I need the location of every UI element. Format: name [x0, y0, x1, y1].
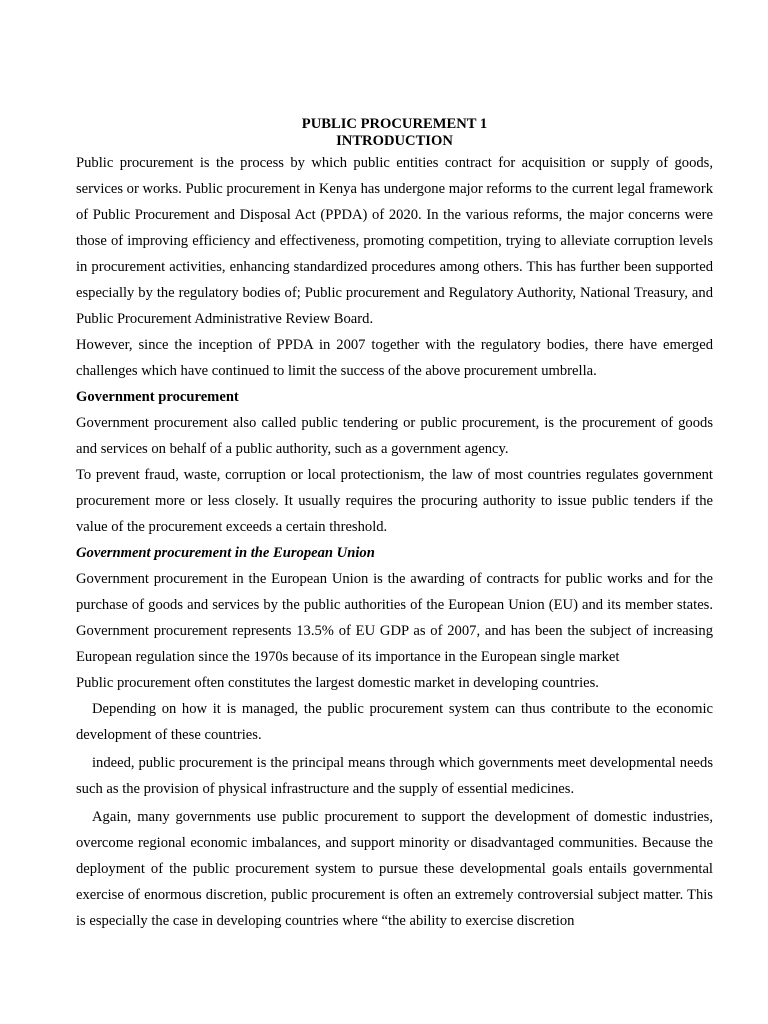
paragraph-ppda-challenges: However, since the inception of PPDA in 2007 together with the regulatory bodies, there have emerged challenges which have continued to limit the success of the above procurement umbrella.	[76, 337, 713, 379]
section-heading-eu-procurement: Government procurement in the European Union	[76, 545, 375, 561]
document-page	[76, 116, 713, 934]
document-header: PUBLIC PROCUREMENT 1	[301, 116, 488, 132]
paragraph-government-procurement-definition: Government procurement also called public tendering or public procurement, is the procurement of goods and services on behalf of a public authority, such as a government agency.	[76, 415, 713, 457]
paragraph-intro: Public procurement is the process by which public entities contract for acquisition or supply of goods, services or works. Public procurement in Kenya has undergone major reforms to the current legal framework of Public Procurement and Disposal Act (PPDA) of 2020. In the various reforms, the major concerns were those of improving efficiency and effectiveness, promoting competition, trying to alleviate corruption levels in procurement activities, enhancing standardized procedures among others. This has further been supported especially by the regulatory bodies of; Public procurement and Regulatory Authority, National Treasury, and Public Procurement Administrative Review Board.	[76, 155, 713, 327]
paragraph-economic-development: Depending on how it is managed, the public procurement system can thus contribute to the economic development of these countries.	[76, 701, 713, 743]
paragraph-government-procurement-regulation: To prevent fraud, waste, corruption or local protectionism, the law of most countries regulates government procurement more or less closely. It usually requires the procuring authority to issue public tenders if the value of the procurement exceeds a certain threshold.	[76, 467, 713, 535]
paragraph-domestic-market: Public procurement often constitutes the largest domestic market in developing countries.	[76, 675, 599, 691]
paragraph-developmental-needs: indeed, public procurement is the principal means through which governments meet developmental needs such as the provision of physical infrastructure and the supply of essential medicines.	[76, 755, 713, 797]
document-title: INTRODUCTION	[336, 133, 453, 149]
paragraph-domestic-industries: Again, many governments use public procurement to support the development of domestic industries, overcome regional economic imbalances, and support minority or disadvantaged communities. Because the deployment of the public procurement system to pursue these developmental goals entails governmental exercise of enormous discretion, public procurement is often an extremely controversial subject matter. This is especially the case in developing countries where “the ability to exercise discretion	[76, 809, 713, 929]
section-heading-government-procurement: Government procurement	[76, 389, 239, 405]
paragraph-eu-procurement: Government procurement in the European Union is the awarding of contracts for public works and for the purchase of goods and services by the public authorities of the European Union (EU) and its member states. Government procurement represents 13.5% of EU GDP as of 2007, and has been the subject of increasing European regulation since the 1970s because of its importance in the European single market	[76, 571, 713, 665]
